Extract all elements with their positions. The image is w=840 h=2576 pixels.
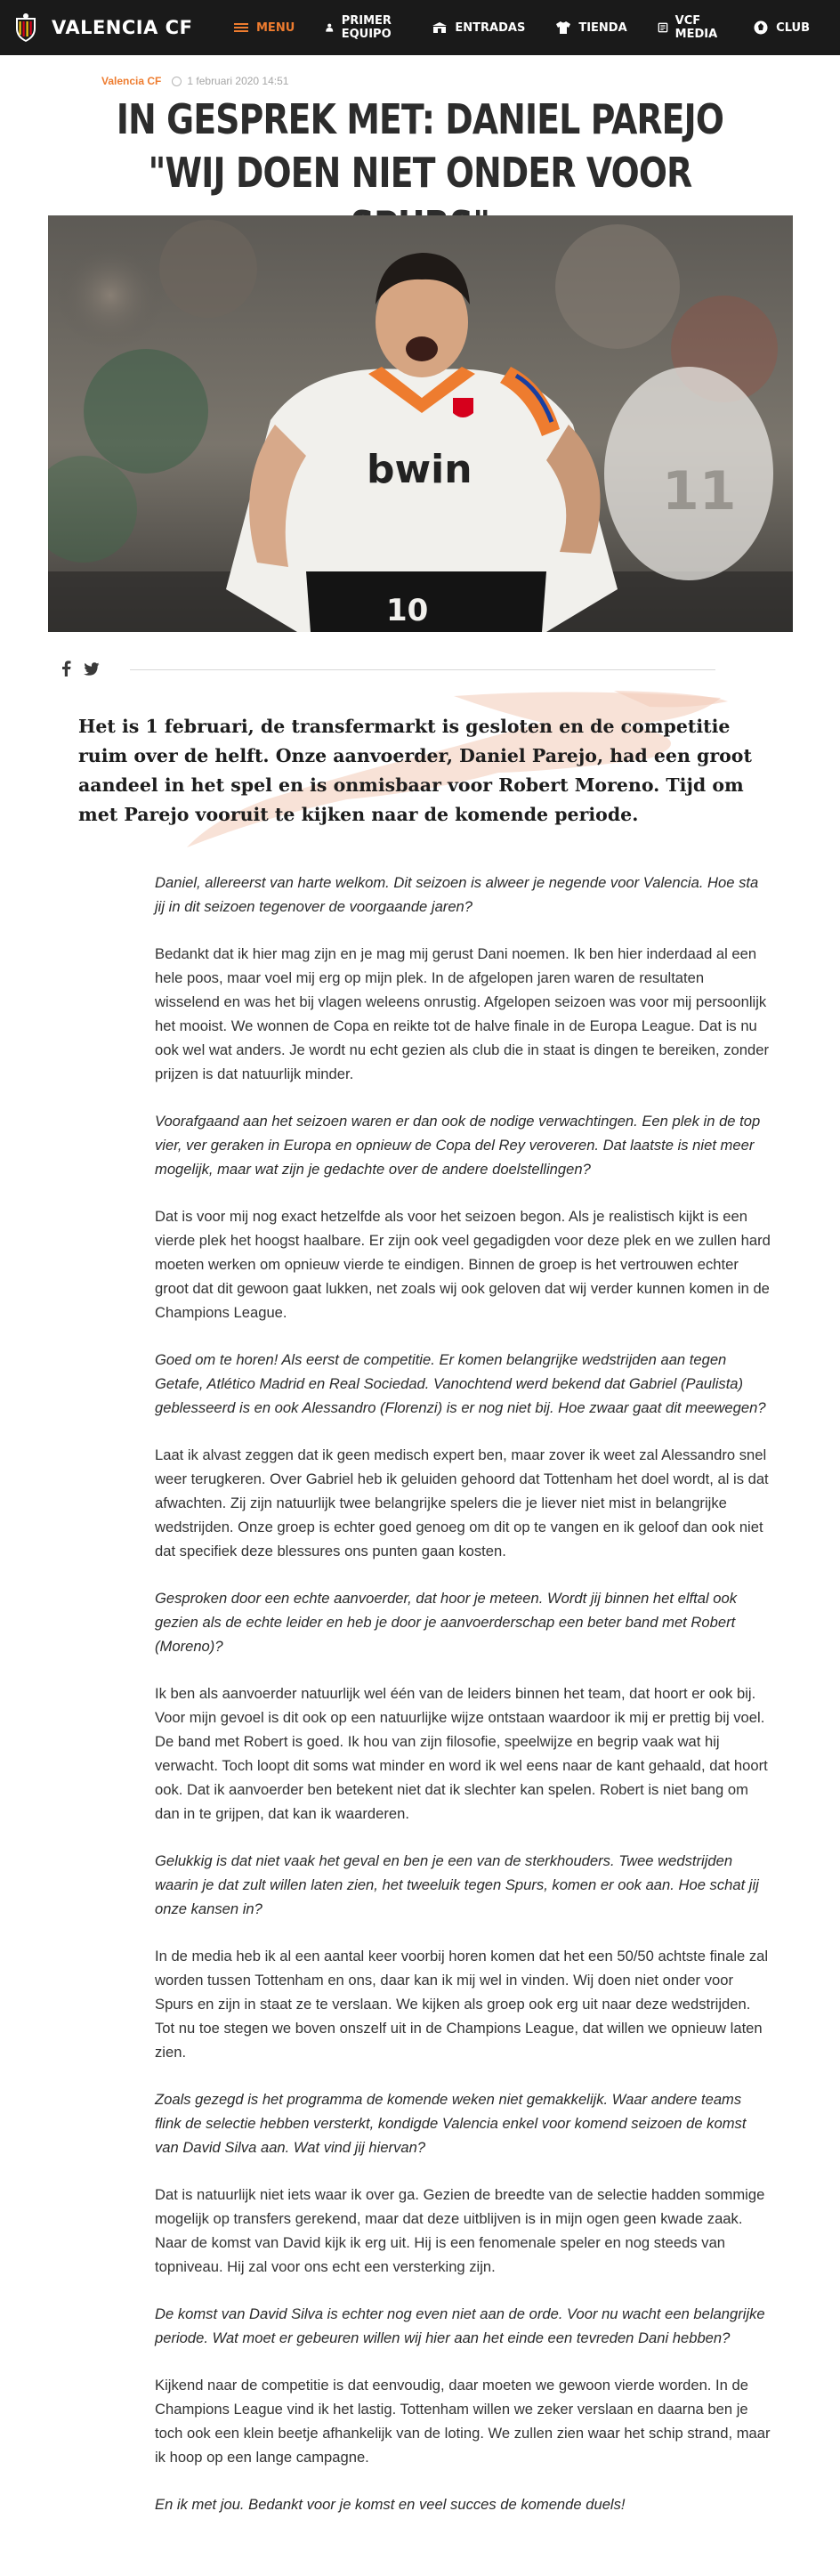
nav-club-label: CLUB xyxy=(776,20,810,35)
hero-photo xyxy=(48,215,793,632)
article-body xyxy=(155,871,771,2540)
interview-question: Gelukkig is dat niet vaak het geval en ben je een van de sterkhouders. Twee wedstrijden waarin je dat zult willen laten zien, het tweeluik tegen Spurs, komen er ook aan. Hoe schat jij onze kansen in? xyxy=(155,1852,759,1917)
facebook-icon[interactable] xyxy=(61,660,71,676)
interview-question: En ik met jou. Bedankt voor je komst en veel succes de komende duels! xyxy=(155,2496,626,2513)
twitter-icon[interactable] xyxy=(84,662,100,676)
article-meta xyxy=(101,75,288,87)
media-icon xyxy=(658,20,668,36)
interview-answer: Dat is natuurlijk niet iets waar ik over ga. Gezien de breedte van de selectie hadden sommige mogelijk op transfers gerekend, maar dat deze uitblijven is in mijn ogen geen kwade zaak. Naar de komst van David kijk ik erg uit. Hij is een fenomenale speler en nog steeds van topniveau. Hij zal voor ons echt een versterking zijn. xyxy=(155,2186,765,2275)
player-celebration-photo xyxy=(48,215,793,632)
nav-vcf-media[interactable] xyxy=(658,14,723,41)
club-icon xyxy=(753,20,769,36)
interview-question: De komst van David Silva is echter nog even niet aan de orde. Voor nu wacht een belangrijke periode. Wat moet er gebeuren willen wij hier aan het einde een tevreden Dani hebben? xyxy=(155,2305,765,2346)
interview-answer: In de media heb ik al een aantal keer voorbij horen komen dat het een 50/50 achtste finale zal worden tussen Tottenham en ons, daar kan ik mij wel in vinden. Wij doen niet onder voor Spurs en zijn in staat ze te verslaan. We kijken als groep ook erg uit naar deze wedstrijden. Tot nu toe stegen we boven onszelf uit in de Champions League, dat willen we opnieuw laten zien. xyxy=(155,1948,769,2061)
stadium-icon xyxy=(432,20,448,36)
article-date: 1 februari 2020 14:51 xyxy=(187,75,289,87)
top-navigation-bar xyxy=(0,0,840,55)
article-title-line-1: IN GESPREK MET: DANIEL PAREJO xyxy=(116,95,724,143)
interview-question: Zoals gezegd is het programma de komende weken niet gemakkelijk. Waar andere teams flink de selectie hebben versterkt, kondigde Valencia enkel voor komend seizoen de komst van David Silva aan. Wat vind jij hiervan? xyxy=(155,2091,747,2156)
nav-club[interactable] xyxy=(753,20,810,36)
interview-question: Goed om te horen! Als eerst de competitie. Er komen belangrijke wedstrijden aan tegen Getafe, Atlético Madrid en Real Sociedad. Vanochtend werd bekend dat Gabriel (Paulista) geblesseerd is en ook Alessandro (Florenzi) is er nog niet bij. Hoe zwaar gaat dit meewegen? xyxy=(155,1351,766,1416)
interview-answer: Bedankt dat ik hier mag zijn en je mag mij gerust Dani noemen. Ik ben hier inderdaad al een hele poos, maar voel mij erg op mijn plek. In de afgelopen jaren waren de resultaten wisselend en was het bij vlagen weleens onrustig. Afgelopen seizoen was voor mij persoonlijk het mooist. We wonnen de Copa en reikte tot de halve finale in de Europa League. Dat is nu ook wel wat anders. Je wordt nu echt gezien als club die in staat is dingen te bereiken, zonder prijzen is dat natuurlijk minder. xyxy=(155,945,769,1082)
article-title-line-2: "WIJ DOEN NIET ONDER VOOR xyxy=(148,149,692,197)
interview-answer: Ik ben als aanvoerder natuurlijk wel één van de leiders binnen het team, dat hoort er ook bij. Voor mijn gevoel is dit ook op een natuurlijke wijze ontstaan waardoor ik mij er prettig bij voel. De band met Robert is goed. Ik hou van zijn filosofie, speelwijze en begrip vaak wat hij verwacht. Toch loopt dit soms wat minder en word ik wel eens naar de kant gehaald, dat hoort ook. Dat ik aanvoerder ben betekent niet dat ik slechter kan spelen. Robert is niet bang om dan in te grijpen, dat kan ik waarderen. xyxy=(155,1685,768,1822)
article-intro: Het is 1 februari, de transfermarkt is gesloten en de competitie ruim over de helft. Onze aanvoerder, Daniel Parejo, had een groot aandeel in het spel en is onmisbaar voor Robert Moreno. Tijd om met Parejo vooruit te kijken naar de komende periode. xyxy=(78,716,752,825)
article-author-link[interactable]: Valencia CF xyxy=(101,75,162,87)
interview-answer: Laat ik alvast zeggen dat ik geen medisch expert ben, maar zover ik weet zal Alessandro snel weer terugkeren. Over Gabriel heb ik geluiden gehoord dat Tottenham het doel wordt, al is dat afwachten. Zij zijn natuurlijk twee belangrijke spelers die je liever niet mist in belangrijke wedstrijden. Onze groep is echter goed genoeg om dit op te vangen en ik geloof dan ook niet dat specifiek deze blessures ons punten gaan kosten. xyxy=(155,1446,769,1559)
interview-question: Gesproken door een echte aanvoerder, dat hoor je meteen. Wordt jij binnen het elftal ook gezien als de echte leider en heb je door je aanvoerderschap een beter band met Robert (Moreno)? xyxy=(155,1590,738,1655)
shirt-icon xyxy=(555,20,571,36)
brand-link[interactable] xyxy=(12,12,192,43)
interview-answer: Dat is voor mij nog exact hetzelfde als voor het seizoen begon. Als je realistisch kijkt is een vierde plek het hoogst haalbare. Er zijn ook veel gegadigden voor deze plek en we zullen hard moeten werken om opnieuw vierde te eindigen. Binnen de groep is het vertrouwen echter groot dat dit gewoon gaat lukken, net zoals wij ook geloven dat wij verder kunnen komen in de Champions League. xyxy=(155,1208,771,1321)
brand-name: VALENCIA CF xyxy=(52,17,193,38)
nav-tienda[interactable] xyxy=(555,20,626,36)
team-icon xyxy=(325,20,334,36)
interview-question: Voorafgaand aan het seizoen waren er dan ook de nodige verwachtingen. Een plek in de top vier, ver geraken in Europa en opnieuw de Copa del Rey veroveren. Dat laatste is niet meer mogelijk, maar wat zijn je gedachte over de andere doelstellingen? xyxy=(155,1113,761,1178)
nav-entradas[interactable] xyxy=(432,20,525,36)
interview-question: Daniel, allereerst van harte welkom. Dit seizoen is alweer je negende voor Valencia. Hoe sta jij in dit seizoen tegenover de voorgaande jaren? xyxy=(155,874,759,915)
svg-text:10: 10 xyxy=(386,593,429,628)
nav-vcf-media-label: VCF MEDIA xyxy=(674,14,718,41)
nav-menu-label: MENU xyxy=(256,20,295,35)
nav-primer-equipo[interactable] xyxy=(325,14,401,41)
clock-icon xyxy=(172,77,182,86)
svg-text:11: 11 xyxy=(662,460,737,522)
valencia-crest-icon xyxy=(12,12,39,43)
share-buttons xyxy=(61,660,112,676)
nav-tienda-label: TIENDA xyxy=(578,20,627,35)
interview-answer: Kijkend naar de competitie is dat eenvoudig, daar moeten we gewoon vierde worden. In de Champions League vind ik het lastig. Tottenham willen we zeker verslaan en daarna ben je toch ook een klein beetje afhankelijk van de loting. We zullen zien waar het schip strand, maar ik hoop op een lange campagne. xyxy=(155,2377,771,2466)
hamburger-icon xyxy=(233,20,249,36)
svg-text:bwin: bwin xyxy=(367,447,472,492)
nav-entradas-label: ENTRADAS xyxy=(455,20,526,35)
nav-primer-equipo-label: PRIMER EQUIPO xyxy=(341,14,392,41)
main-nav xyxy=(233,0,840,55)
share-divider xyxy=(130,669,715,670)
nav-menu-button[interactable] xyxy=(233,20,295,36)
